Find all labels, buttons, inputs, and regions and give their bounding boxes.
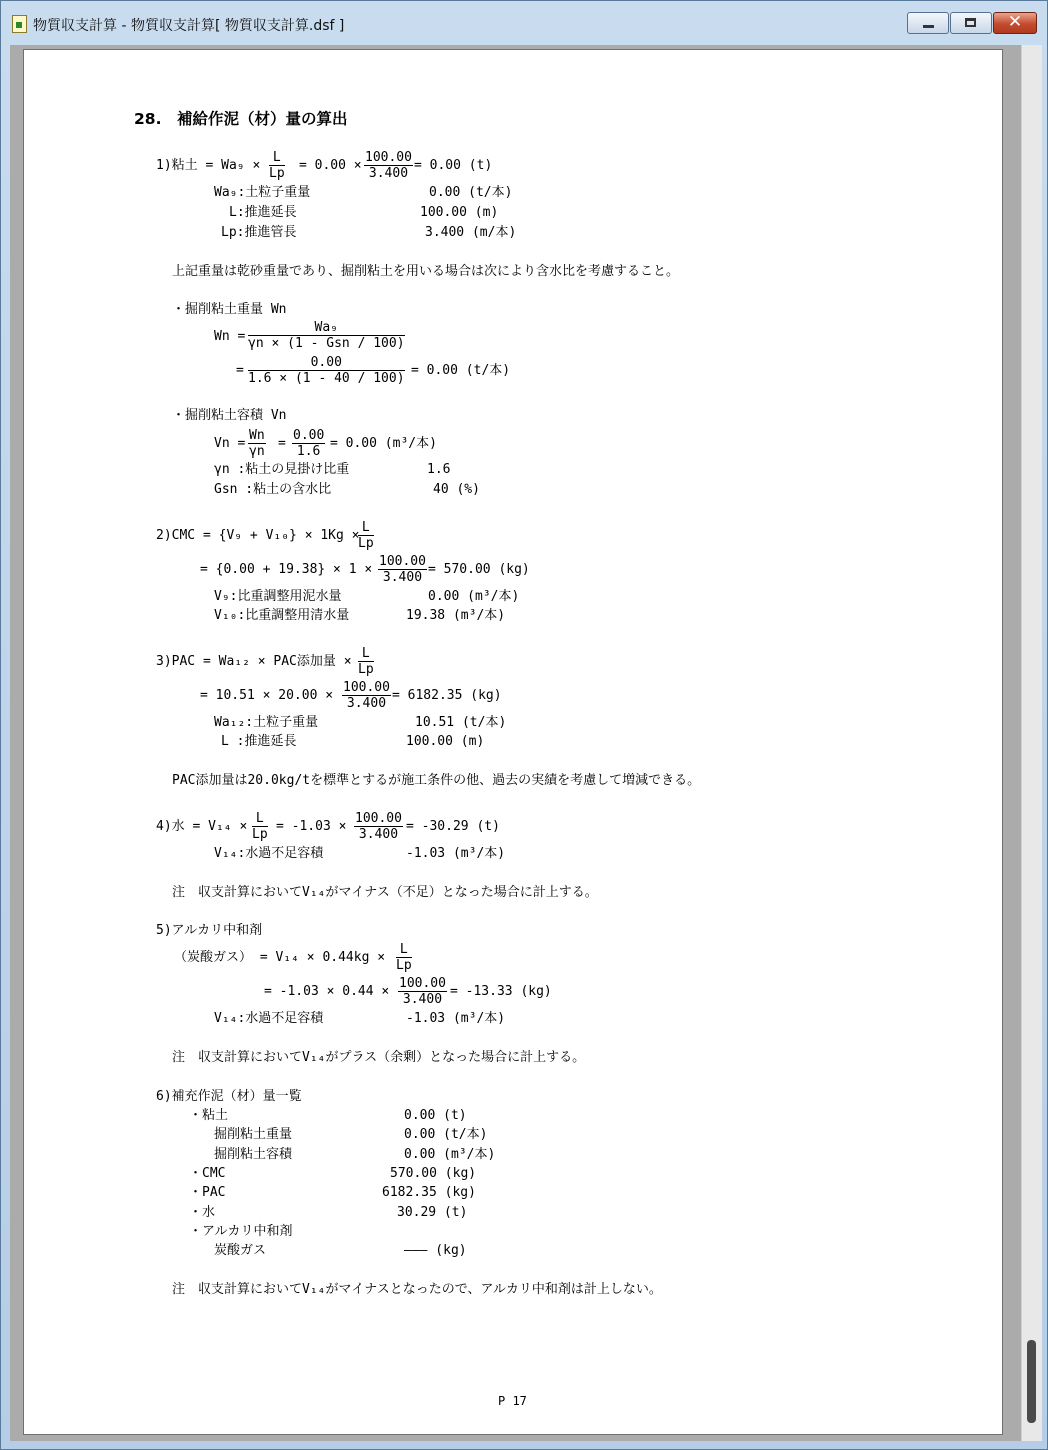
s1-def-value: 100.00 (m) xyxy=(420,205,499,220)
vertical-scrollbar[interactable] xyxy=(1021,45,1042,1441)
s3-def-label: L :推進延長 xyxy=(221,734,297,749)
s6-note: 注 収支計算においてV₁₄がマイナスとなったので、アルカリ中和剤は計上しない。 xyxy=(172,1282,662,1297)
vn-lhs: Vn = xyxy=(214,436,246,451)
summary-label: ・アルカリ中和剤 xyxy=(189,1224,293,1239)
s4-note: 注 収支計算においてV₁₄がマイナス（不足）となった場合に計上する。 xyxy=(172,885,598,900)
vn-def-label: γn :粘土の見掛け比重 xyxy=(214,462,350,477)
wn2-result: = 0.00 (t/本) xyxy=(411,363,511,378)
s3-formula-line2: = 10.51 × 20.00 × xyxy=(200,688,334,703)
minimize-icon xyxy=(923,25,934,28)
summary-label: ・CMC xyxy=(189,1166,226,1181)
vn-fraction-wn: $\frac{Wn}{\gamma n}$ xyxy=(249,428,265,459)
document-viewer[interactable] xyxy=(10,45,1042,1441)
document-icon xyxy=(12,15,27,33)
s1-fraction-length: $\frac{100.00}{3.400}$ xyxy=(365,150,412,181)
s4-fraction-length: $\frac{100.00}{3.400}$ xyxy=(355,811,402,842)
s1-formula-mid: = 0.00 × xyxy=(299,158,362,173)
s4-def-label: V₁₄:水過不足容積 xyxy=(214,846,324,861)
s5-formula-result: = -13.33 (kg) xyxy=(450,984,552,999)
s5-def-value: -1.03 (m³/本) xyxy=(406,1011,506,1026)
summary-value: 30.29 (t) xyxy=(397,1205,468,1220)
summary-label: ・粘土 xyxy=(189,1108,229,1123)
summary-label: ・PAC xyxy=(189,1185,226,1200)
s2-def-value: 0.00 (m³/本) xyxy=(428,589,520,604)
s5-note: 注 収支計算においてV₁₄がプラス（余剰）となった場合に計上する。 xyxy=(172,1050,586,1065)
s1-def-label: Lp:推進管長 xyxy=(221,225,297,240)
s5-formula-line2: = -1.03 × 0.44 × xyxy=(264,984,390,999)
s2-def-label: V₉:比重調整用泥水量 xyxy=(214,589,342,604)
s5-title: 5)アルカリ中和剤 xyxy=(156,923,263,938)
s1-formula-start: 1)粘土 = Wa₉ × xyxy=(156,158,261,173)
s4-fraction-l-lp: $\frac{L}{Lp}$ xyxy=(252,811,268,842)
s1-def-label: L:推進延長 xyxy=(229,205,297,220)
scroll-thumb[interactable] xyxy=(1027,1340,1036,1423)
page-number: P 17 xyxy=(498,1394,527,1408)
s3-fraction-l-lp: $\frac{L}{Lp}$ xyxy=(358,646,374,677)
s3-fraction-length: $\frac{100.00}{3.400}$ xyxy=(343,680,390,711)
s2-formula-result: = 570.00 (kg) xyxy=(428,562,530,577)
summary-value: 6182.35 (kg) xyxy=(382,1185,476,1200)
s5-fraction-l-lp: $\frac{L}{Lp}$ xyxy=(396,942,412,973)
wn-lhs: Wn = xyxy=(214,329,246,344)
close-icon: ✕ xyxy=(1007,12,1023,32)
s4-formula-mid: = -1.03 × xyxy=(276,819,347,834)
s1-fraction-l-lp: $\frac{L}{Lp}$ xyxy=(269,150,285,181)
s3-formula-start: 3)PAC = Wa₁₂ × PAC添加量 × xyxy=(156,654,352,669)
summary-label: ・水 xyxy=(189,1205,216,1220)
summary-label: 掘削粘土容積 xyxy=(214,1147,293,1162)
s5-formula-start: （炭酸ガス） = V₁₄ × 0.44kg × xyxy=(174,950,386,965)
window-title: 物質収支計算 - 物質収支計算[ 物質収支計算.dsf ] xyxy=(33,18,345,34)
s2-def-value: 19.38 (m³/本) xyxy=(406,608,506,623)
title-bar[interactable] xyxy=(1,1,1047,45)
wn2-lhs: = xyxy=(236,363,244,378)
vn-def-label: Gsn :粘土の含水比 xyxy=(214,482,332,497)
wn-title: ・掘削粘土重量 Wn xyxy=(172,302,287,317)
close-button[interactable] xyxy=(993,12,1037,34)
s2-def-label: V₁₀:比重調整用清水量 xyxy=(214,608,350,623)
s2-formula-line2: = {0.00 + 19.38} × 1 × xyxy=(200,562,373,577)
s5-fraction-length: $\frac{100.00}{3.400}$ xyxy=(399,976,446,1007)
summary-value: 0.00 (m³/本) xyxy=(404,1147,496,1162)
s3-note: PAC添加量は20.0kg/tを標準とするが施工条件の他、過去の実績を考慮して増減できる。 xyxy=(172,773,701,788)
s2-formula-start: 2)CMC = {V₉ + V₁₀} × 1Kg × xyxy=(156,528,360,543)
s1-note: 上記重量は乾砂重量であり、掘削粘土を用いる場合は次により含水比を考慮すること。 xyxy=(172,264,680,279)
maximize-button[interactable] xyxy=(950,12,992,34)
wn2-fraction: $\frac{0.00}{1.6 \times (1 - 40 / 100)}$ xyxy=(248,355,405,386)
summary-label: 掘削粘土重量 xyxy=(214,1127,293,1142)
s4-def-value: -1.03 (m³/本) xyxy=(406,846,506,861)
section-heading: 28. 補給作泥（材）量の算出 xyxy=(134,110,348,128)
document-page xyxy=(23,49,1003,1435)
s1-def-value: 0.00 (t/本) xyxy=(429,185,513,200)
minimize-button[interactable] xyxy=(907,12,949,34)
vn-title: ・掘削粘土容積 Vn xyxy=(172,408,287,423)
s3-def-value: 10.51 (t/本) xyxy=(415,715,507,730)
vn-def-value: 1.6 xyxy=(427,462,451,477)
vn-eq: = xyxy=(278,436,286,451)
s6-title: 6)補充作泥（材）量一覧 xyxy=(156,1089,302,1104)
wn-fraction: Wa₉ γn × (1 - Gsn / 100) xyxy=(248,320,405,351)
summary-value: 0.00 (t/本) xyxy=(404,1127,488,1142)
s3-formula-result: = 6182.35 (kg) xyxy=(392,688,502,703)
vn-result: = 0.00 (m³/本) xyxy=(330,436,437,451)
summary-value: ――― (kg) xyxy=(404,1243,467,1258)
summary-value: 570.00 (kg) xyxy=(390,1166,477,1181)
vn-def-value: 40 (%) xyxy=(433,482,480,497)
s1-def-label: Wa₉:土粒子重量 xyxy=(214,185,311,200)
s4-formula-result: = -30.29 (t) xyxy=(406,819,500,834)
maximize-icon xyxy=(965,18,976,27)
s2-fraction-l-lp: $\frac{L}{Lp}$ xyxy=(358,520,374,551)
summary-label: 炭酸ガス xyxy=(214,1243,267,1258)
s3-def-label: Wa₁₂:土粒子重量 xyxy=(214,715,319,730)
summary-value: 0.00 (t) xyxy=(404,1108,467,1123)
s1-formula-result: = 0.00 (t) xyxy=(414,158,493,173)
vn-fraction-values: $\frac{0.00}{1.6}$ xyxy=(293,428,325,459)
s5-def-label: V₁₄:水過不足容積 xyxy=(214,1011,324,1026)
s4-formula-start: 4)水 = V₁₄ × xyxy=(156,819,248,834)
s2-fraction-length: $\frac{100.00}{3.400}$ xyxy=(379,554,426,585)
s1-def-value: 3.400 (m/本) xyxy=(425,225,517,240)
s3-def-value: 100.00 (m) xyxy=(406,734,485,749)
